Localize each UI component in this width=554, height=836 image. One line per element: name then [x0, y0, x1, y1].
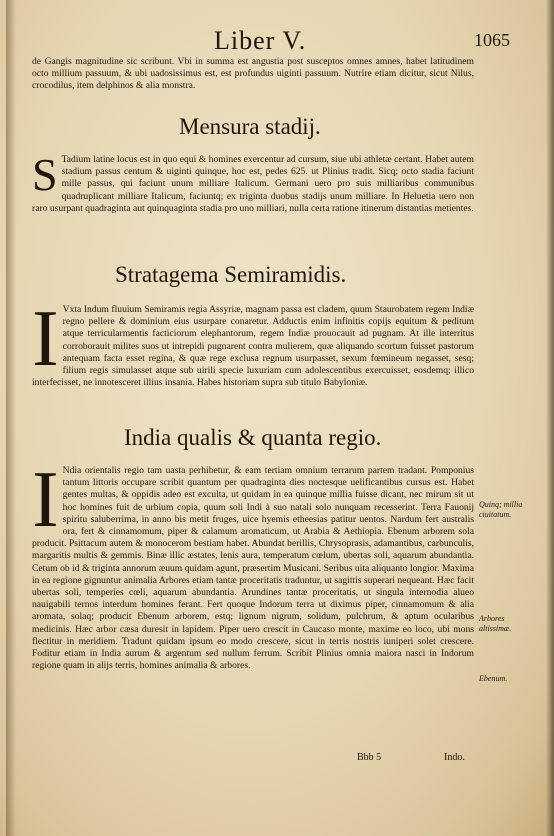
running-title: Liber V. [214, 26, 307, 55]
margin-note: Quinq; millia ciuitatum. [479, 500, 523, 519]
continuation-text: de Gangis magnitudine sic scribunt. Vbi in summa est angustia post susceptos omnes amnes, habet latitudinem octo millium passuum, & ubi uadosissimus est, est profundus uiginti passuum. Nutrire etiam dicitur, sicut Nilus, crocodilus, item delphinos & alia monstra. [32, 56, 474, 92]
page-header [30, 26, 510, 56]
dropcap: I [32, 295, 59, 383]
paragraph-text: Vxta Indum fluuium Semiramis regia Assyriæ, magnam passa est cladem, quum Staurobatem regem Indiæ regno pellere & dominium eius usurpare conaretur. Adductis enim infinitis copijs equitum & peditum atque terricularmentis facticiorum elephantorum, regem Indiæ prouocauit ad pugnam. At ille interritus corroborauit milites suos ut intrepidi pugnarent contra mulierem, quæ aliquando scortum fuisset pastorum antequam facta esset regina, & quæ rege exclusa regnum usurpasset, sexum fœmineum negasset, sesq; filium regis simulasset atque sub uirili specie luxuriam cum adolescentibus exercuisset, eosdemq; illico interfecisset, ne innotesceret illius insania. Habes historiam supra sub titulo Babyloniæ. [32, 304, 474, 389]
paragraph-text: Ndia orientalis regio tam uasta perhibetur, & eam tertiam omnium terrarum partem tradant. Pomponius tantum littoris occupare scribit quantum per quadraginta dies noctesque uelificantibus cursus est. Habet gentes multas, & oppidis adeo est exculta, ut quidam in ea quinque millia fuisse dicant, nec mirum sit ut hoc homines fuit de urbium copia, quum soli Indi à suo natali solo nunquam recesserint. Terra Fauonij spiritu saluberrima, in anno bis metit fruges, uice hyemis etheesias patitur uentos. Nardum fert australis ora, fert & cinnamomum, piper & calamum aromaticum, ut Arabia & Aethiopia. Ebenum arborem sola producit. Psittacum autem & monocerom bestiam habet. Abundat berillis, Chrysoprasis, adamantibus, carbunculis, margaritis multis & gemmis. Binæ illic æstates, lenis aura, temperatum cœlum, ubertas soli, aquarum abundantia. Cetum ob id & triginta annorum æuum quidam agunt, præsertim Musicani. Seribus uita aliquanto longior. Maxima in ea regione gignuntur animalia Arbores etiam tantæ proceritatis traduntur, ut sagittis superari nequeant. Hæc facit ubertas soli, temperies cœli, aquarum abundantia. Arundines tantæ proceritatis, ut singula internodia alueo nauigabili ternos interdum homines ferant. Fert quoque Indorum terra ut diximus piper, cinnamomum & alia aromata, solaq; producit Ebenum arborem, estq; lignum nigrum, solidum, pulchrum, & aptum ocularibus medicinis. Hæc arbor cæsa duresit in lapidem. Piper uero crescit in Caucaso monte, maxime eo loco, ubi mons flectitur in meridiem. Tradunt quidam ipsum eo modo crescere, sicut in terris nostris iuniperi solet crescere. Foditur etiam in India aurum & argentum sed nullum ferrum. Scribit Plinius omnia maiora nasci in Indorum regione quam in alijs terris, homines animalia & arbores. [32, 465, 474, 672]
margin-note: Arbores altissimæ. [479, 614, 512, 633]
section-heading-india: India qualis & quanta regio. [124, 425, 382, 450]
dropcap: I [32, 456, 59, 544]
section-paragraph-stratagema [32, 295, 474, 389]
margin-note: Ebenum. [479, 674, 508, 683]
section-heading-stratagema: Stratagema Semiramidis. [115, 262, 347, 287]
paragraph-text: Tadium latine locus est in quo equi & homines exercentur ad cursum, siue ubi athletæ certant. Habet autem stadium passus centum & uiginti quinque, hoc est, pedes 625. ut Plinius tradit. Sicq; octo stadia faciunt mille passus, qui faciunt unum milliare Italicum. Germani uero pro suis milliaribus communibus quadruplicant milliare Italicum, faciuntq; ex triginta duobus stadijs unum milliare. In Heluetia uero non raro usurpant quadraginta aut quinquaginta stadia pro uno milliari, nulla certa ratione itinerum distantias metientes. [32, 154, 474, 214]
dropcap: S [32, 149, 58, 200]
section-paragraph-india [32, 456, 474, 672]
continuation-paragraph [32, 56, 474, 93]
page-footer [0, 752, 554, 768]
page-number: 1065 [474, 30, 510, 50]
catchword: Indo. [444, 752, 465, 763]
section-heading-mensura-stadii: Mensura stadij. [179, 114, 321, 139]
section-paragraph-mensura-stadii [32, 149, 474, 215]
signature-mark: Bbb 5 [357, 752, 382, 763]
